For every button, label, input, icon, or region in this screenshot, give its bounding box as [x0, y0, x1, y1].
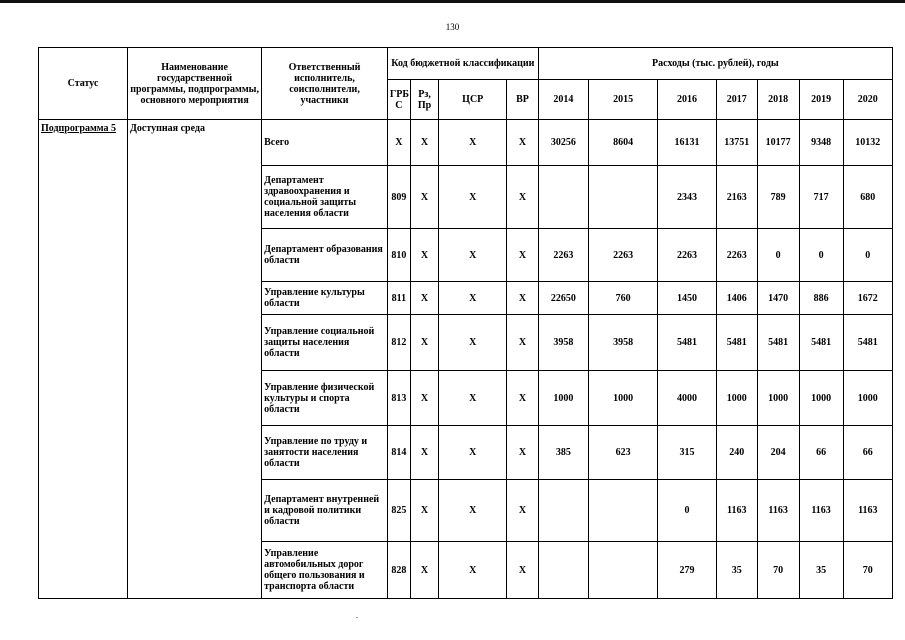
- value-cell: 1450: [658, 282, 717, 315]
- value-cell: [538, 166, 588, 229]
- rzpr-cell: X: [410, 480, 438, 542]
- csr-cell: X: [439, 426, 507, 480]
- scan-speck: [356, 617, 358, 618]
- value-cell: 2263: [658, 229, 717, 282]
- header-year: 2018: [757, 80, 799, 120]
- header-year: 2015: [589, 80, 658, 120]
- value-cell: 1163: [799, 480, 843, 542]
- value-cell: 5481: [658, 315, 717, 371]
- value-cell: 240: [716, 426, 757, 480]
- value-cell: 9348: [799, 120, 843, 166]
- rzpr-cell: X: [410, 282, 438, 315]
- value-cell: 35: [716, 542, 757, 599]
- value-cell: 680: [843, 166, 892, 229]
- value-cell: 0: [658, 480, 717, 542]
- value-cell: 2263: [716, 229, 757, 282]
- vr-cell: X: [507, 282, 538, 315]
- value-cell: 8604: [589, 120, 658, 166]
- value-cell: 30256: [538, 120, 588, 166]
- value-cell: 3958: [589, 315, 658, 371]
- rzpr-cell: X: [410, 166, 438, 229]
- value-cell: 1000: [589, 371, 658, 426]
- vr-cell: X: [507, 542, 538, 599]
- executor-cell: Управление по труду и занятости населения области: [262, 426, 388, 480]
- value-cell: 10132: [843, 120, 892, 166]
- value-cell: 204: [757, 426, 799, 480]
- header-year: 2017: [716, 80, 757, 120]
- executor-cell: Департамент здравоохранения и социальной защиты населения области: [262, 166, 388, 229]
- value-cell: 279: [658, 542, 717, 599]
- header-rzpr: Рз, Пр: [410, 80, 438, 120]
- csr-cell: X: [439, 480, 507, 542]
- value-cell: [589, 166, 658, 229]
- header-budget-code: Код бюджетной классификации: [387, 48, 538, 80]
- status-link[interactable]: Подпрограмма 5: [41, 123, 117, 134]
- header-program-name: Наименование государственной программы, подпрограммы, основного мероприятия: [128, 48, 262, 120]
- value-cell: 10177: [757, 120, 799, 166]
- value-cell: 623: [589, 426, 658, 480]
- value-cell: 4000: [658, 371, 717, 426]
- csr-cell: X: [439, 371, 507, 426]
- vr-cell: X: [507, 166, 538, 229]
- value-cell: 0: [843, 229, 892, 282]
- header-year: 2019: [799, 80, 843, 120]
- value-cell: [589, 480, 658, 542]
- header-executor: Ответственный исполнитель, соисполнители, участники: [262, 48, 388, 120]
- value-cell: 385: [538, 426, 588, 480]
- value-cell: 1163: [757, 480, 799, 542]
- value-cell: 1163: [843, 480, 892, 542]
- csr-cell: X: [439, 315, 507, 371]
- value-cell: 760: [589, 282, 658, 315]
- page-number: 130: [445, 22, 460, 32]
- value-cell: 1000: [799, 371, 843, 426]
- rzpr-cell: X: [410, 426, 438, 480]
- value-cell: 2263: [589, 229, 658, 282]
- value-cell: 1000: [757, 371, 799, 426]
- value-cell: 1000: [538, 371, 588, 426]
- executor-cell: Департамент внутренней и кадровой политики области: [262, 480, 388, 542]
- value-cell: 3958: [538, 315, 588, 371]
- vr-cell: X: [507, 371, 538, 426]
- value-cell: 0: [799, 229, 843, 282]
- executor-cell: Департамент образования области: [262, 229, 388, 282]
- value-cell: 717: [799, 166, 843, 229]
- value-cell: 16131: [658, 120, 717, 166]
- value-cell: [538, 480, 588, 542]
- budget-table: [38, 47, 893, 599]
- vr-cell: X: [507, 120, 538, 166]
- value-cell: 2263: [538, 229, 588, 282]
- value-cell: 35: [799, 542, 843, 599]
- value-cell: 70: [757, 542, 799, 599]
- value-cell: 66: [843, 426, 892, 480]
- value-cell: 1000: [716, 371, 757, 426]
- executor-cell: Управление автомобильных дорог общего пользования и транспорта области: [262, 542, 388, 599]
- rzpr-cell: X: [410, 371, 438, 426]
- header-year: 2016: [658, 80, 717, 120]
- value-cell: 13751: [716, 120, 757, 166]
- executor-cell: Всего: [262, 120, 388, 166]
- csr-cell: X: [439, 542, 507, 599]
- grbs-cell: 814: [387, 426, 410, 480]
- executor-cell: Управление культуры области: [262, 282, 388, 315]
- csr-cell: X: [439, 166, 507, 229]
- grbs-cell: 811: [387, 282, 410, 315]
- header-status: Статус: [39, 48, 128, 120]
- rzpr-cell: X: [410, 542, 438, 599]
- table-row: [39, 120, 893, 166]
- grbs-cell: 809: [387, 166, 410, 229]
- status-cell: [39, 120, 128, 599]
- vr-cell: X: [507, 480, 538, 542]
- header-vr: ВР: [507, 80, 538, 120]
- header-year: 2020: [843, 80, 892, 120]
- grbs-cell: 810: [387, 229, 410, 282]
- value-cell: 70: [843, 542, 892, 599]
- value-cell: 0: [757, 229, 799, 282]
- vr-cell: X: [507, 426, 538, 480]
- csr-cell: X: [439, 282, 507, 315]
- value-cell: 1406: [716, 282, 757, 315]
- program-name-cell: Доступная среда: [128, 120, 262, 599]
- header-year: 2014: [538, 80, 588, 120]
- rzpr-cell: X: [410, 315, 438, 371]
- value-cell: 789: [757, 166, 799, 229]
- value-cell: [589, 542, 658, 599]
- csr-cell: X: [439, 229, 507, 282]
- page-top-border: [0, 0, 905, 3]
- grbs-cell: 828: [387, 542, 410, 599]
- value-cell: 5481: [799, 315, 843, 371]
- value-cell: 5481: [716, 315, 757, 371]
- header-csr: ЦСР: [439, 80, 507, 120]
- grbs-cell: 812: [387, 315, 410, 371]
- value-cell: 22650: [538, 282, 588, 315]
- value-cell: 2343: [658, 166, 717, 229]
- value-cell: 1470: [757, 282, 799, 315]
- value-cell: 315: [658, 426, 717, 480]
- csr-cell: X: [439, 120, 507, 166]
- vr-cell: X: [507, 229, 538, 282]
- header-expenses: Расходы (тыс. рублей), годы: [538, 48, 892, 80]
- rzpr-cell: X: [410, 229, 438, 282]
- value-cell: 1000: [843, 371, 892, 426]
- executor-cell: Управление социальной защиты населения области: [262, 315, 388, 371]
- value-cell: 66: [799, 426, 843, 480]
- executor-cell: Управление физической культуры и спорта области: [262, 371, 388, 426]
- value-cell: 2163: [716, 166, 757, 229]
- value-cell: [538, 542, 588, 599]
- grbs-cell: 813: [387, 371, 410, 426]
- vr-cell: X: [507, 315, 538, 371]
- header-grbs: ГРБ С: [387, 80, 410, 120]
- value-cell: 1672: [843, 282, 892, 315]
- value-cell: 5481: [757, 315, 799, 371]
- rzpr-cell: X: [410, 120, 438, 166]
- grbs-cell: X: [387, 120, 410, 166]
- value-cell: 1163: [716, 480, 757, 542]
- value-cell: 886: [799, 282, 843, 315]
- value-cell: 5481: [843, 315, 892, 371]
- grbs-cell: 825: [387, 480, 410, 542]
